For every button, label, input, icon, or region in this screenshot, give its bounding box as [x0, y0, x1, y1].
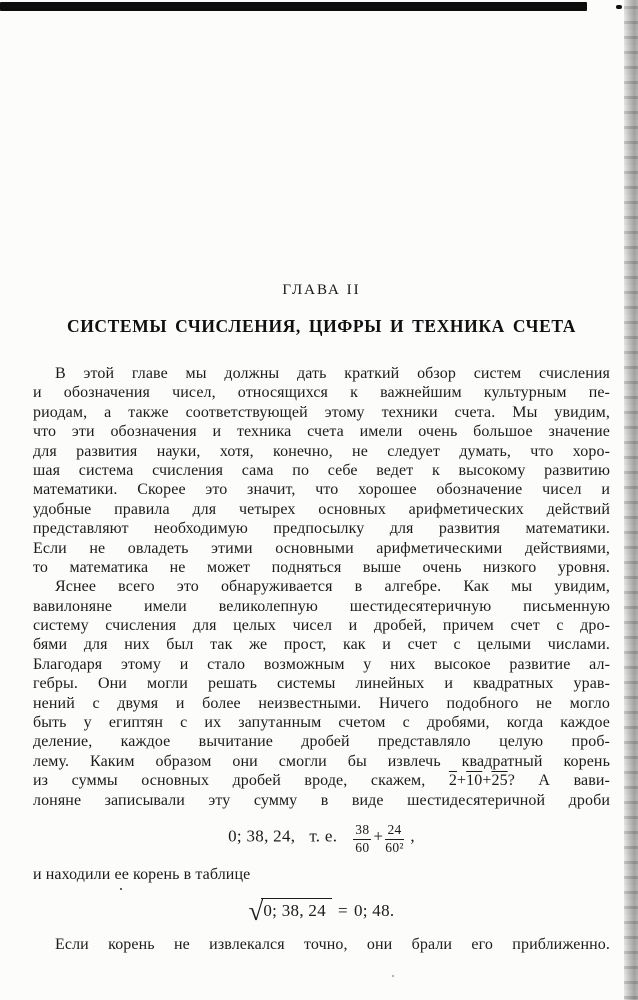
scan-artifact-fleck: [616, 5, 622, 9]
fraction-24-60sq: $\frac{24}{\text{60²}}$: [385, 821, 404, 855]
text-line: В этой главе мы должны дать краткий обзор систем счисления: [55, 365, 610, 382]
text-line: шая система счисления сама по себе ведет к высокому развитию: [33, 461, 610, 479]
text-line: представляют необходимую предпосылку для развития математики.: [33, 520, 610, 538]
text-line: математики. Скорее это значит, что хорошее обозначение чисел и: [33, 481, 610, 499]
formula-square-root: [33, 895, 610, 926]
paragraph-1: [33, 364, 610, 577]
text-line: удобные правила для четырех основных арифметических действий: [33, 500, 610, 518]
comma: ,: [410, 826, 415, 846]
text-line: то математика не может подняться выше очень низкого уровня.: [33, 558, 610, 576]
page-title: СИСТЕМЫ СЧИСЛЕНИЯ, ЦИФРЫ И ТЕХНИКА СЧЕТА: [66, 316, 577, 336]
scan-speck: [392, 975, 394, 977]
text-line: деление, каждое вычитание дробей представляло целую проб-: [33, 733, 610, 751]
text-column: [33, 282, 610, 954]
scan-artifact-bar: [0, 2, 587, 11]
body-text: [33, 364, 610, 954]
unit-fraction-25: 25: [491, 772, 508, 790]
text-line: и обозначения чисел, относящихся к важнейшим культурным пе-: [33, 384, 610, 402]
plus-sign: +: [373, 826, 384, 846]
text-line: лоняне записывали эту сумму в виде шестидесятеричной дроби: [33, 791, 610, 809]
paragraph-2: [33, 577, 610, 810]
text-line: лему. Каким образом они смогли бы извлечь квадратный корень: [33, 752, 610, 770]
text-line: бями для них был так же прост, как и счет с целыми числами.: [33, 636, 610, 654]
fraction-38-60: $\frac{38}{60}$: [355, 821, 370, 855]
page-edge-shadow: [624, 0, 638, 1000]
text-line: нений с двумя и более неизвестными. Ничего подобного не могло: [33, 694, 610, 712]
formula-sexagesimal: [33, 823, 610, 855]
text-line: быть у египтян с их запутанным счетом с дробями, когда каждое: [33, 714, 610, 732]
text-line: гебры. Они могли решать системы линейных и квадратных урав-: [33, 675, 610, 693]
equals-sign: =: [338, 900, 348, 920]
text-line: для развития науки, хотя, конечно, не следует думать, что хоро-: [33, 442, 610, 460]
text-line: риодам, а также соответствующей этому техники счета. Мы увидим,: [33, 403, 610, 421]
that-is-label: т. е.: [309, 826, 338, 846]
unit-fraction-2: 2: [448, 772, 458, 790]
text-line: систему счисления для целых чисел и дробей, причем счет с дро-: [33, 617, 610, 635]
text-line: Яснее всего это обнаруживается в алгебре. Как мы увидим,: [55, 578, 610, 596]
unit-fraction-10: 10: [466, 772, 483, 790]
plus-sign: +: [482, 772, 492, 790]
root-result: 0; 48.: [353, 900, 395, 920]
continuation-line: и находили ее корень в таблице: [33, 866, 251, 884]
paragraph-3: [33, 935, 610, 954]
text-line: Если не овладеть этими основными арифметическими действиями,: [33, 539, 610, 557]
line-suffix: ? А вави-: [507, 772, 610, 790]
line-prefix: из суммы основных дробей вроде, скажем,: [33, 772, 426, 790]
radicand: 0; 38, 24: [261, 898, 332, 921]
text-line: что эти обозначения и техника счета имели очень большое значение: [33, 423, 610, 441]
text-line: вавилоняне имели великолепную шестидесятеричную письменную: [33, 597, 610, 615]
text-line-unit-fractions: [33, 771, 610, 790]
chapter-label: ГЛАВА II: [282, 282, 361, 298]
text-line: Благодаря этому и стало возможным у них высокое развитие ал-: [33, 655, 610, 673]
sexagesimal-value: 0; 38, 24,: [228, 826, 296, 846]
plus-sign: +: [457, 772, 467, 790]
radical-sign: √: [248, 895, 264, 926]
text-line: Если корень не извлекался точно, они брали его приближенно.: [55, 935, 610, 953]
